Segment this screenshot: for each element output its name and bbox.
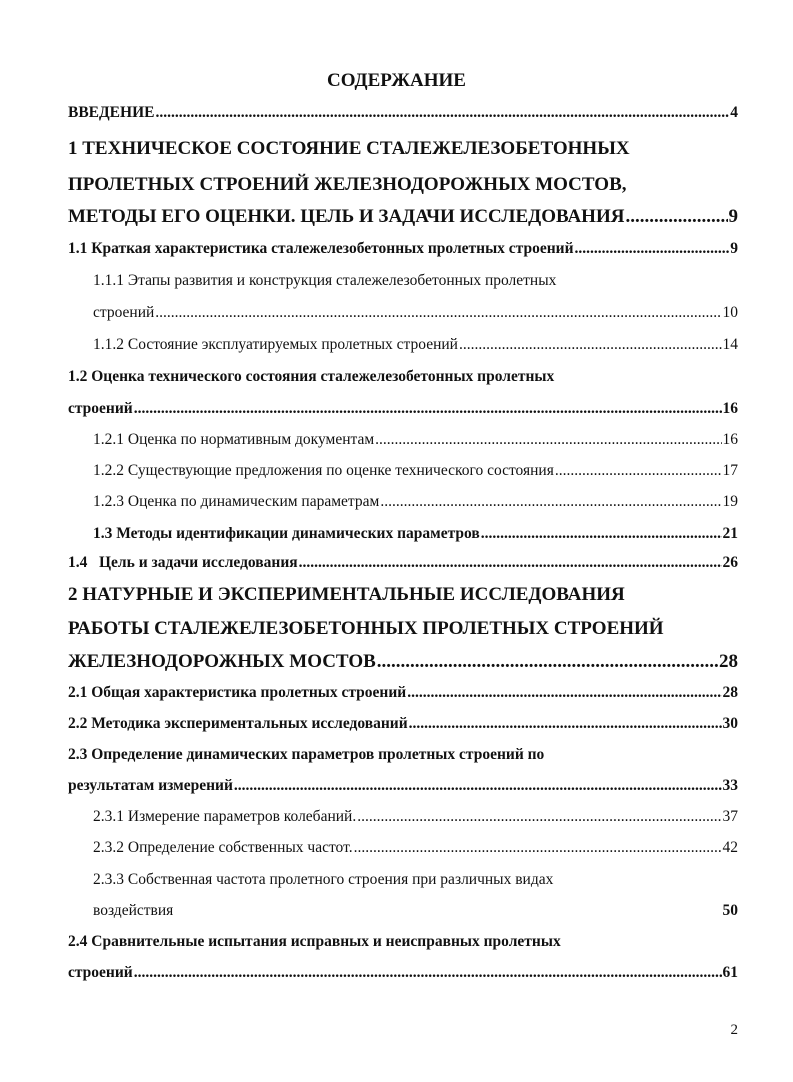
- toc-entry-chapter-2[interactable]: [68, 651, 738, 673]
- toc-entry-page: 10: [722, 304, 738, 321]
- toc-entry-page: 33: [722, 777, 738, 794]
- dot-leader: [377, 651, 718, 673]
- toc-entry-page: 9: [728, 206, 738, 227]
- toc-chapter-1-line-1: 1 ТЕХНИЧЕСКОЕ СОСТОЯНИЕ СТАЛЕЖЕЛЕЗОБЕТОННЫХ: [68, 138, 630, 159]
- toc-entry-text: 1.4 Цель и задачи исследования: [68, 554, 298, 571]
- toc-entry-chapter-1[interactable]: [68, 206, 738, 228]
- toc-entry-text: ВВЕДЕНИЕ: [68, 104, 155, 121]
- toc-entry-text: 2.2 Методика экспериментальных исследований: [68, 715, 408, 732]
- toc-entry-text: 2.3.1 Измерение параметров колебаний.: [93, 808, 357, 825]
- dot-leader: [555, 462, 722, 480]
- toc-entry-text: 1.2.1 Оценка по нормативным документам: [93, 431, 375, 448]
- dot-leader: [380, 493, 721, 511]
- toc-entry-2-4[interactable]: [68, 964, 738, 982]
- dot-leader: [407, 684, 721, 702]
- page-title: СОДЕРЖАНИЕ: [327, 70, 466, 91]
- dot-leader: [134, 964, 722, 982]
- toc-entry-page: 21: [722, 525, 738, 542]
- toc-entry-1-2-3[interactable]: [68, 493, 738, 511]
- toc-entry-page: 50: [722, 902, 738, 919]
- toc-entry-1-1[interactable]: [68, 240, 738, 258]
- dot-leader: [625, 206, 727, 228]
- toc-entry-text: 1.2.3 Оценка по динамическим параметрам: [93, 493, 380, 510]
- toc-entry-text: 2.1 Общая характеристика пролетных строений: [68, 684, 407, 701]
- dot-leader: [357, 808, 721, 826]
- toc-entry-2-2[interactable]: [68, 715, 738, 733]
- toc-entry-1-4[interactable]: [68, 554, 738, 572]
- toc-entry-text: 1.1.2 Состояние эксплуатируемых пролетных строений: [93, 336, 458, 353]
- dot-leader: [575, 240, 730, 258]
- toc-entry-2-3-3[interactable]: [68, 902, 738, 920]
- dot-leader: [354, 839, 722, 857]
- dot-leader: [409, 715, 722, 733]
- toc-entry-page: 19: [722, 493, 738, 510]
- dot-leader: [459, 336, 722, 354]
- toc-chapter-1-line-2: ПРОЛЕТНЫХ СТРОЕНИЙ ЖЕЛЕЗНОДОРОЖНЫХ МОСТОВ,: [68, 174, 627, 195]
- toc-entry-page: 61: [722, 964, 738, 981]
- toc-entry-page: 42: [722, 839, 738, 856]
- toc-entry-2-1[interactable]: [68, 684, 738, 702]
- toc-entry-text: 2.3.2 Определение собственных частот.: [93, 839, 353, 856]
- toc-entry-2-3-3-line-1: 2.3.3 Собственная частота пролетного строения при различных видах: [93, 871, 554, 888]
- toc-entry-2-3-1[interactable]: [68, 808, 738, 826]
- toc-entry-text: строений: [93, 304, 155, 321]
- toc-entry-text: строений: [68, 964, 133, 981]
- toc-entry-intro[interactable]: [68, 104, 738, 122]
- dot-leader: [375, 431, 721, 449]
- toc-entry-text: 1.3 Методы идентификации динамических параметров: [93, 525, 480, 542]
- toc-entry-1-2-1[interactable]: [68, 431, 738, 449]
- toc-entry-text: МЕТОДЫ ЕГО ОЦЕНКИ. ЦЕЛЬ И ЗАДАЧИ ИССЛЕДОВАНИЯ: [68, 206, 625, 227]
- toc-entry-2-4-line-1: 2.4 Сравнительные испытания исправных и неисправных пролетных: [68, 933, 561, 950]
- toc-entry-page: 30: [722, 715, 738, 732]
- toc-entry-page: 14: [722, 336, 738, 353]
- toc-entry-1-1-2[interactable]: [68, 336, 738, 354]
- dot-leader: [134, 400, 722, 418]
- toc-entry-page: 16: [722, 431, 738, 448]
- dot-leader: [155, 304, 721, 322]
- toc-entry-2-3-line-1: 2.3 Определение динамических параметров пролетных строений по: [68, 746, 545, 763]
- toc-entry-1-2[interactable]: [68, 400, 738, 418]
- toc-entry-page: 9: [730, 240, 738, 257]
- toc-entry-text: результатам измерений: [68, 777, 233, 794]
- dot-leader: [481, 525, 722, 543]
- toc-entry-1-1-1-line-1: 1.1.1 Этапы развития и конструкция сталежелезобетонных пролетных: [93, 272, 557, 289]
- toc-entry-1-1-1[interactable]: [68, 304, 738, 322]
- toc-entry-page: 28: [722, 684, 738, 701]
- toc-entry-page: 4: [730, 104, 738, 121]
- toc-entry-1-2-2[interactable]: [68, 462, 738, 480]
- toc-entry-page: 37: [722, 808, 738, 825]
- toc-entry-text: ЖЕЛЕЗНОДОРОЖНЫХ МОСТОВ: [68, 651, 376, 672]
- dot-leader: [299, 554, 722, 572]
- toc-entry-2-3-2[interactable]: [68, 839, 738, 857]
- toc-entry-text: 1.2.2 Существующие предложения по оценке технического состояния: [93, 462, 554, 479]
- toc-entry-2-3[interactable]: [68, 777, 738, 795]
- toc-entry-text: воздействия: [93, 902, 174, 919]
- dot-leader: [155, 104, 729, 122]
- toc-chapter-2-line-2: РАБОТЫ СТАЛЕЖЕЛЕЗОБЕТОННЫХ ПРОЛЕТНЫХ СТРОЕНИЙ: [68, 618, 664, 639]
- dot-leader: [234, 777, 722, 795]
- toc-entry-1-3[interactable]: [68, 525, 738, 543]
- toc-entry-page: 16: [722, 400, 738, 417]
- page-number: 2: [730, 1022, 738, 1038]
- toc-entry-text: строений: [68, 400, 133, 417]
- toc-entry-page: 28: [719, 651, 738, 672]
- toc-entry-1-2-line-1: 1.2 Оценка технического состояния сталежелезобетонных пролетных: [68, 368, 555, 385]
- toc-entry-page: 17: [722, 462, 738, 479]
- toc-entry-text: 1.1 Краткая характеристика сталежелезобетонных пролетных строений: [68, 240, 574, 257]
- toc-entry-page: 26: [722, 554, 738, 571]
- toc-chapter-2-line-1: 2 НАТУРНЫЕ И ЭКСПЕРИМЕНТАЛЬНЫЕ ИССЛЕДОВАНИЯ: [68, 584, 625, 605]
